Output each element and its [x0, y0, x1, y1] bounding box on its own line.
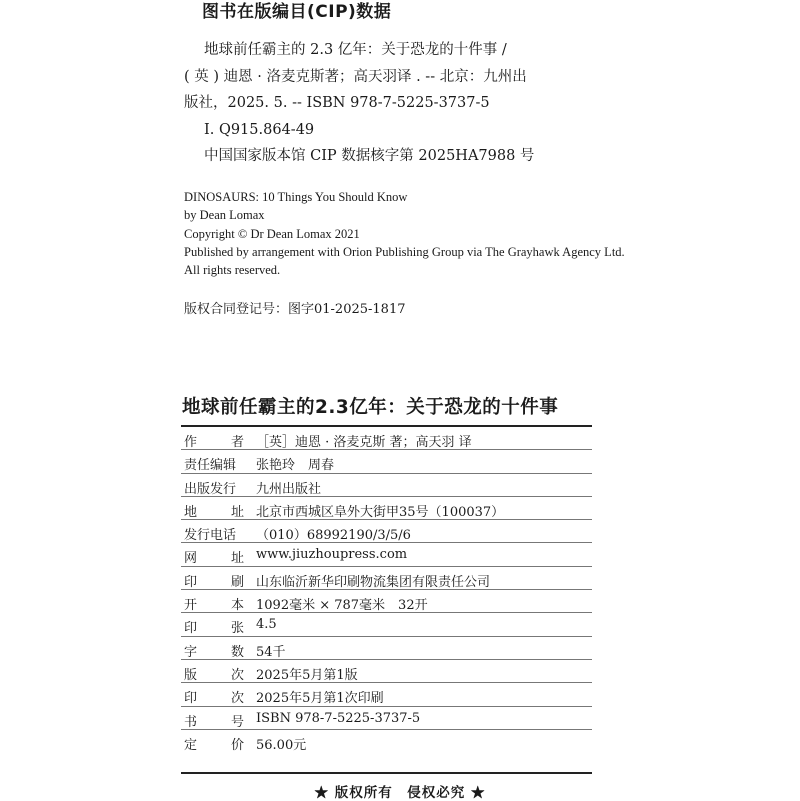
info-value: 张艳玲 周春 — [256, 458, 335, 474]
info-label: 版 次 — [184, 667, 244, 683]
english-title: DINOSAURS: 10 Things You Should Know — [184, 190, 408, 204]
info-label: 定 价 — [184, 737, 244, 753]
info-value: 2025年5月第1次印刷 — [256, 691, 384, 707]
english-copyright-block — [184, 188, 644, 279]
info-row-price — [181, 730, 592, 753]
info-row-edition — [181, 660, 592, 683]
cip-line-verification: 中国国家版本馆 CIP 数据核字第 2025HA7988 号 — [204, 148, 535, 164]
info-value: 56.00元 — [256, 737, 307, 753]
cip-line-authors: ( 英 ) 迪恩 · 洛麦克斯著；高天羽译 . -- 北京：九州出 — [184, 68, 527, 85]
info-value: www.jiuzhoupress.com — [256, 547, 408, 563]
info-row-author — [181, 427, 592, 450]
publication-info-table — [181, 427, 592, 753]
cip-line-publication: 版社，2025. 5. -- ISBN 978-7-5225-3737-5 — [184, 95, 490, 111]
english-rights: All rights reserved. — [184, 263, 281, 278]
info-value: ［英］迪恩 · 洛麦克斯 著；高天羽 译 — [256, 435, 472, 450]
cip-record — [184, 37, 544, 170]
info-row-phone — [181, 520, 592, 543]
info-label: 印 刷 — [184, 574, 244, 590]
info-value: 2025年5月第1版 — [256, 667, 358, 683]
info-label: 印 张 — [184, 621, 244, 637]
english-author: by Dean Lomax — [184, 208, 265, 223]
info-row-publisher — [181, 474, 592, 497]
cip-heading: 图书在版编目(CIP)数据 — [202, 2, 392, 22]
info-value: 1092毫米 × 787毫米 32开 — [256, 598, 428, 614]
info-value: ISBN 978-7-5225-3737-5 — [256, 710, 421, 726]
info-value: （010）68992190/3/5/6 — [256, 528, 411, 544]
info-label: 发行电话 — [184, 528, 237, 544]
bottom-rule — [181, 772, 592, 774]
info-value: 九州出版社 — [256, 481, 322, 497]
info-value: 山东临沂新华印刷物流集团有限责任公司 — [256, 574, 491, 590]
rights-reserved-notice: ★ 版权所有 侵权必究 ★ — [314, 785, 486, 801]
info-row-address — [181, 497, 592, 520]
info-row-format — [181, 590, 592, 613]
info-label: 责任编辑 — [184, 458, 237, 474]
info-row-printer — [181, 567, 592, 590]
info-label: 出版发行 — [184, 481, 237, 497]
info-label: 开 本 — [184, 598, 244, 614]
contract-registration: 版权合同登记号：图字01-2025-1817 — [184, 302, 406, 317]
english-copyright: Copyright © Dr Dean Lomax 2021 — [184, 226, 360, 241]
info-row-wordcount — [181, 637, 592, 660]
info-row-website — [181, 543, 592, 566]
info-row-printing — [181, 683, 592, 706]
info-label: 字 数 — [184, 644, 244, 660]
info-label: 作 者 — [184, 435, 244, 450]
info-value: 4.5 — [256, 617, 277, 633]
info-value: 北京市西城区阜外大街甲35号（100037） — [256, 504, 505, 520]
info-label: 书 号 — [184, 714, 244, 730]
info-label: 网 址 — [184, 551, 244, 567]
book-title: 地球前任霸主的2.3亿年：关于恐龙的十件事 — [182, 397, 559, 418]
cip-line-title: 地球前任霸主的 2.3 亿年：关于恐龙的十件事 / — [204, 42, 507, 58]
info-label: 印 次 — [184, 691, 244, 707]
info-row-sheets — [181, 613, 592, 636]
cip-line-classification: Ⅰ. Q915.864-49 — [204, 121, 315, 138]
info-row-isbn — [181, 707, 592, 730]
info-value: 54千 — [256, 644, 286, 660]
info-row-editor — [181, 450, 592, 473]
english-arrangement: Published by arrangement with Orion Publishing Group via The Grayhawk Agency Ltd. — [184, 244, 625, 259]
info-label: 地 址 — [184, 504, 244, 520]
